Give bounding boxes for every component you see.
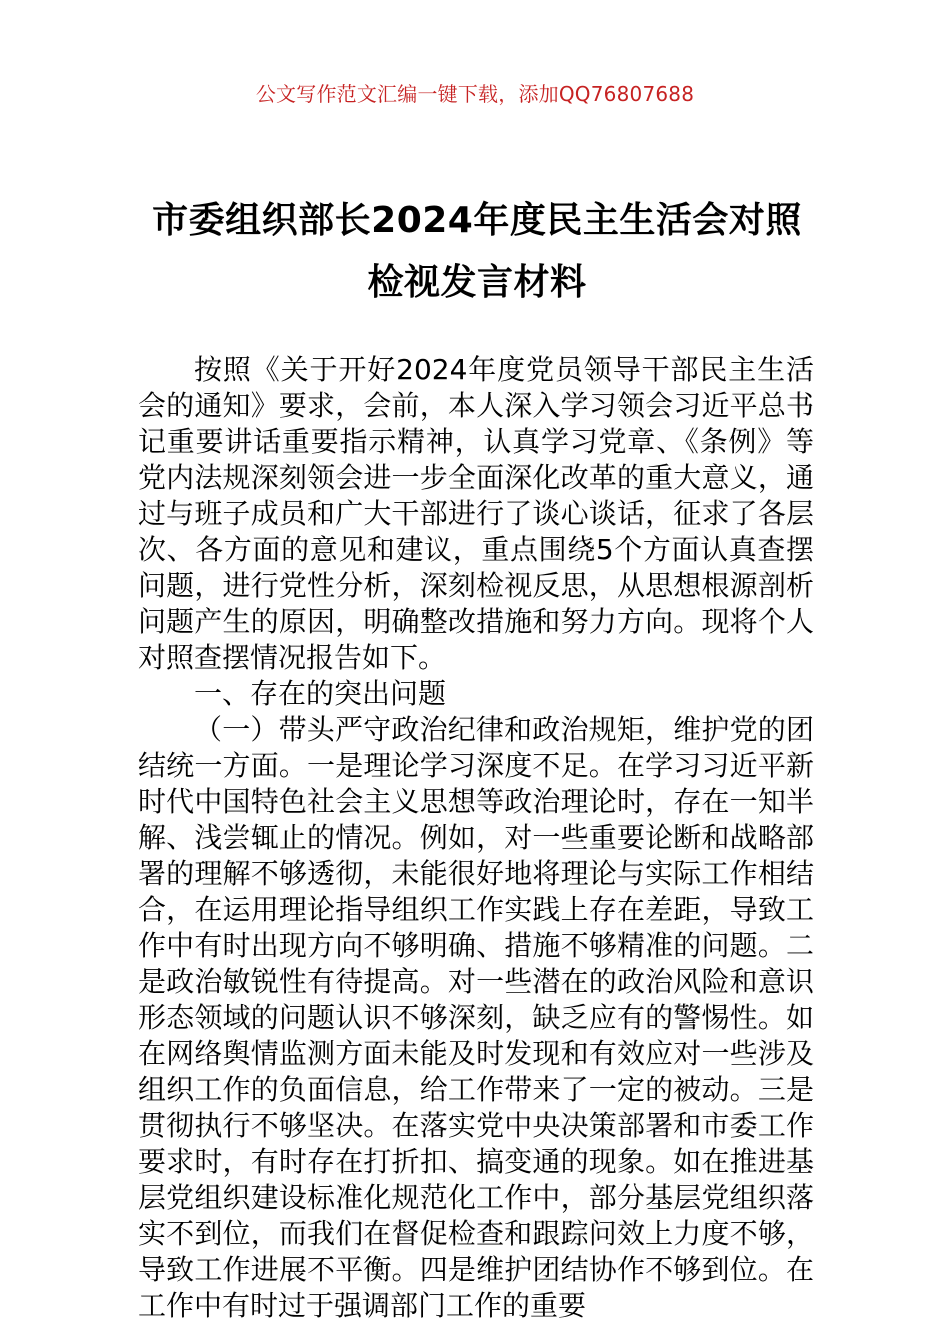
page-title: 市委组织部长2024年度民主生活会对照检视发言材料: [152, 200, 802, 304]
promo-banner: [0, 80, 950, 108]
promo-banner-text: 公文写作范文汇编一键下载，添加QQ76807688: [255, 82, 695, 106]
heading-section-one: 一、存在的突出问题: [194, 677, 447, 710]
document-body: [138, 352, 814, 1324]
paragraph-preamble: 按照《关于开好2024年度党员领导干部民主生活会的通知》要求，会前，本人深入学习领会习近平总书记重要讲话重要指示精神，认真学习党章、《条例》等党内法规深刻领会进一步全面深化改革的重大意义，通过与班子成员和广大干部进行了谈心谈话，征求了各层次、各方面的意见和建议，重点围绕5个方面认真查摆问题，进行党性分析，深刻检视反思，从思想根源剖析问题产生的原因，明确整改措施和努力方向。现将个人对照查摆情况报告如下。: [138, 353, 814, 674]
paragraph-subsection-one: （一）带头严守政治纪律和政治规矩，维护党的团结统一方面。一是理论学习深度不足。在学习习近平新时代中国特色社会主义思想等政治理论时，存在一知半解、浅尝辄止的情况。例如，对一些重要论断和战略部署的理解不够透彻，未能很好地将理论与实际工作相结合，在运用理论指导组织工作实践上存在差距，导致工作中有时出现方向不够明确、措施不够精准的问题。二是政治敏锐性有待提高。对一些潜在的政治风险和意识形态领域的问题认识不够深刻，缺乏应有的警惕性。如在网络舆情监测方面未能及时发现和有效应对一些涉及组织工作的负面信息，给工作带来了一定的被动。三是贯彻执行不够坚决。在落实党中央决策部署和市委工作要求时，有时存在打折扣、搞变通的现象。如在推进基层党组织建设标准化规范化工作中，部分基层党组织落实不到位，而我们在督促检查和跟踪问效上力度不够，导致工作进展不平衡。四是维护团结协作不够到位。在工作中有时过于强调部门工作的重要: [138, 713, 814, 1322]
